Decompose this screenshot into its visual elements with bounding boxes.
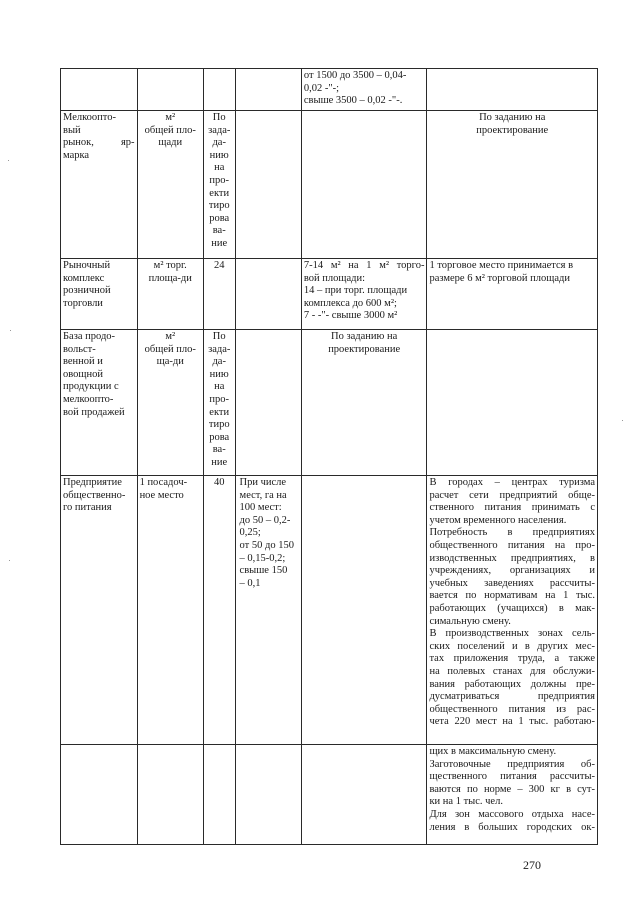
cell-r3-c4 bbox=[235, 330, 301, 476]
scan-speck bbox=[9, 560, 10, 561]
table-row-continuation-bottom bbox=[61, 745, 598, 845]
table-row-retail-market-complex bbox=[61, 259, 598, 330]
cell-r2-c3: 24 bbox=[203, 259, 235, 330]
standards-table bbox=[60, 68, 598, 845]
cell-r1-c4 bbox=[235, 111, 301, 259]
cell-r5-c2 bbox=[137, 745, 203, 845]
cell-r0-c6 bbox=[427, 69, 598, 111]
cell-r3-c1: База продо- вольст- венной и овощной продукции с мелкоопто- вой продажей bbox=[61, 330, 138, 476]
cell-r3-c3: По зада- да- нию на про- екти тиро рова ва- ние bbox=[203, 330, 235, 476]
cell-r1-c6: По заданию на проектирование bbox=[427, 111, 598, 259]
cell-r0-c2 bbox=[137, 69, 203, 111]
cell-r0-c3 bbox=[203, 69, 235, 111]
cell-r1-c5 bbox=[301, 111, 427, 259]
cell-r4-c3: 40 bbox=[203, 476, 235, 745]
cell-r5-c1 bbox=[61, 745, 138, 845]
cell-r4-c2: 1 посадоч- ное место bbox=[137, 476, 203, 745]
cell-r2-c6: 1 торговое место принимается в размере 6 м² торговой площади bbox=[427, 259, 598, 330]
cell-r5-c3 bbox=[203, 745, 235, 845]
scan-speck bbox=[622, 420, 623, 421]
cell-r4-c1: Предприятие общественно- го питания bbox=[61, 476, 138, 745]
cell-r3-c6 bbox=[427, 330, 598, 476]
cell-r3-c5: По заданию на проектирование bbox=[301, 330, 427, 476]
cell-r0-c1 bbox=[61, 69, 138, 111]
table-row-public-catering bbox=[61, 476, 598, 745]
cell-r0-c5: от 1500 до 3500 – 0,04- 0,02 -"-; свыше 3500 – 0,02 -"-. bbox=[301, 69, 427, 111]
scan-speck bbox=[10, 330, 11, 331]
cell-r5-c6: щих в максимальную смену. Заготовочные предприятия об- щественного питания рассчиты- ваются по норме – 300 кг в сут- ки на 1 тыс. чел. Для зон массового отдыха насе- ления в больших городских ок- bbox=[427, 745, 598, 845]
cell-r2-c5: 7-14 м² на 1 м² торго- вой площади: 14 – при торг. площади комплекса до 600 м²; 7 - -"- свыше 3000 м² bbox=[301, 259, 427, 330]
table-row-small-wholesale-market bbox=[61, 111, 598, 259]
cell-r1-c1: Мелкоопто- вый рынок, яр- марка bbox=[61, 111, 138, 259]
cell-r4-c4: При числе мест, га на 100 мест: до 50 – 0,2- 0,25; от 50 до 150 – 0,15-0,2; свыше 150 – 0,1 bbox=[235, 476, 301, 745]
cell-r0-c4 bbox=[235, 69, 301, 111]
table-row-continuation bbox=[61, 69, 598, 111]
page-number: 270 bbox=[523, 858, 541, 872]
cell-r2-c2: м² торг. площа-ди bbox=[137, 259, 203, 330]
cell-r4-c6: В городах – центрах туризма расчет сети предприятий обще- ственного питания принимать с учетом временного населения. Потребность в предприятиях общественного питания на про- изводственных предприятиях, в учреждениях, организациях и учебных заведениях рассчиты- вается по нормативам на 1 тыс. работающих (учащихся) в мак- симальную смену. В производственных зонах сель- ских поселений и в других мес- тах приложения труда, а также на полевых станах для обслужи- вания работающих должны пре- дусматриваться предприятия общественного питания из рас- чета 220 мест на 1 тыс. работаю- bbox=[427, 476, 598, 745]
cell-r2-c4 bbox=[235, 259, 301, 330]
table-row-food-base bbox=[61, 330, 598, 476]
cell-r3-c2: м² общей пло- ща-ди bbox=[137, 330, 203, 476]
cell-r1-c2: м² общей пло- щади bbox=[137, 111, 203, 259]
cell-r2-c1: Рыночный комплекс розничной торговли bbox=[61, 259, 138, 330]
cell-r4-c5 bbox=[301, 476, 427, 745]
cell-r1-c3: По зада- да- нию на про- екти тиро рова ва- ние bbox=[203, 111, 235, 259]
cell-r5-c5 bbox=[301, 745, 427, 845]
cell-r5-c4 bbox=[235, 745, 301, 845]
scan-speck bbox=[8, 160, 9, 161]
